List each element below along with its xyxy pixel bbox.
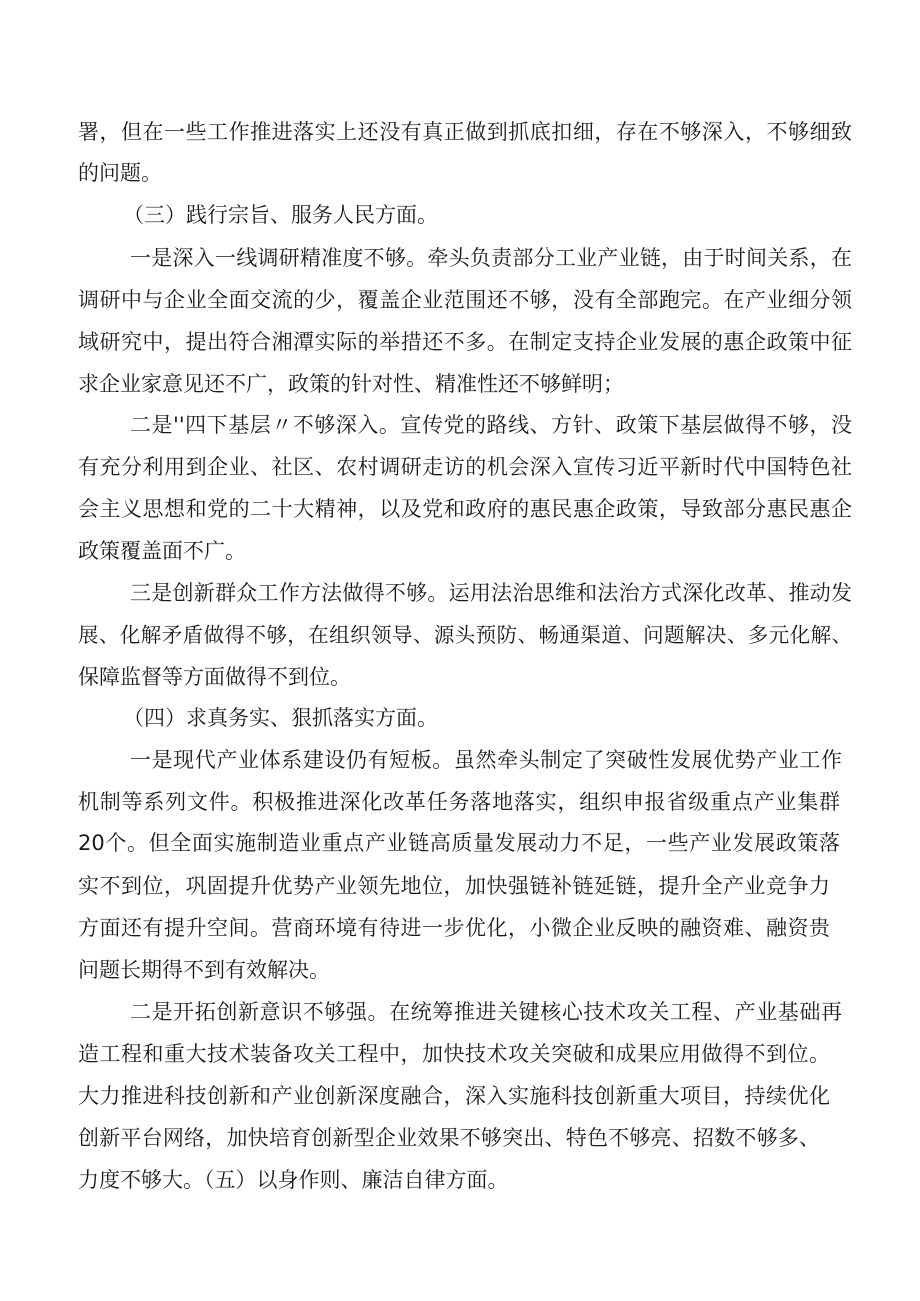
- text-line: 造工程和重大技术装备攻关工程中，加快技术攻关突破和成果应用做得不到位。: [78, 1042, 830, 1066]
- text-line: 三是创新群众工作方法做得不够。运用法治思维和法治方式深化改革、推动发: [130, 581, 852, 605]
- text-line: 署，但在一些工作推进落实上还没有真正做到抓底扣细，存在不够深入，不够细致: [78, 120, 852, 144]
- text-line: 展、化解矛盾做得不够，在组织领导、源头预防、畅通渠道、问题解决、多元化解、: [78, 623, 852, 647]
- text-line: 大力推进科技创新和产业创新深度融合，深入实施科技创新重大项目，持续优化: [78, 1084, 830, 1108]
- text-line: 会主义思想和党的二十大精神，以及党和政府的惠民惠企政策，导致部分惠民惠企: [78, 497, 852, 521]
- text-line: 有充分利用到企业、社区、农村调研走访的机会深入宣传习近平新时代中国特色社: [78, 455, 852, 479]
- text-line: 力度不够大。（五）以身作则、廉洁自律方面。: [78, 1168, 509, 1192]
- text-line: 创新平台网络，加快培育创新型企业效果不够突出、特色不够亮、招数不够多、: [78, 1126, 820, 1150]
- text-line: 二是''四下基层〃不够深入。宣传党的路线、方针、政策下基层做得不够，没: [130, 413, 852, 437]
- text-line: 问题长期得不到有效解决。: [78, 958, 330, 982]
- text-line: 方面还有提升空间。营商环境有待进一步优化，小微企业反映的融资难、融资贵: [78, 916, 830, 940]
- section-heading: （三）践行宗旨、服务人民方面。: [123, 203, 438, 227]
- text-line: 的问题。: [78, 161, 162, 185]
- text-line: 求企业家意见还不广，政策的针对性、精准性还不够鲜明；: [78, 372, 624, 396]
- text-line: 20个。但全面实施制造业重点产业链高质量发展动力不足，一些产业发展政策落: [78, 831, 840, 855]
- text-line: 二是开拓创新意识不够强。在统筹推进关键核心技术攻关工程、产业基础再: [130, 1000, 842, 1024]
- text-line: 域研究中，提出符合湘潭实际的举措还不多。在制定支持企业发展的惠企政策中征: [78, 330, 852, 354]
- text-line: 机制等系列文件。积极推进深化改革任务落地落实，组织申报省级重点产业集群: [78, 790, 840, 814]
- text-line: 调研中与企业全面交流的少，覆盖企业范围还不够，没有全部跑完。在产业细分领: [78, 288, 852, 312]
- text-line: 一是深入一线调研精准度不够。牵头负责部分工业产业链，由于时间关系，在: [130, 246, 852, 270]
- text-line: 政策覆盖面不广。: [78, 539, 246, 563]
- text-line: 实不到位，巩固提升优势产业领先地位，加快强链补链延链，提升全产业竞争力: [78, 874, 830, 898]
- section-heading: （四）求真务实、狠抓落实方面。: [123, 706, 438, 730]
- text-line: 保障监督等方面做得不到位。: [78, 665, 351, 689]
- text-line: 一是现代产业体系建设仍有短板。虽然牵头制定了突破性发展优势产业工作: [130, 748, 842, 772]
